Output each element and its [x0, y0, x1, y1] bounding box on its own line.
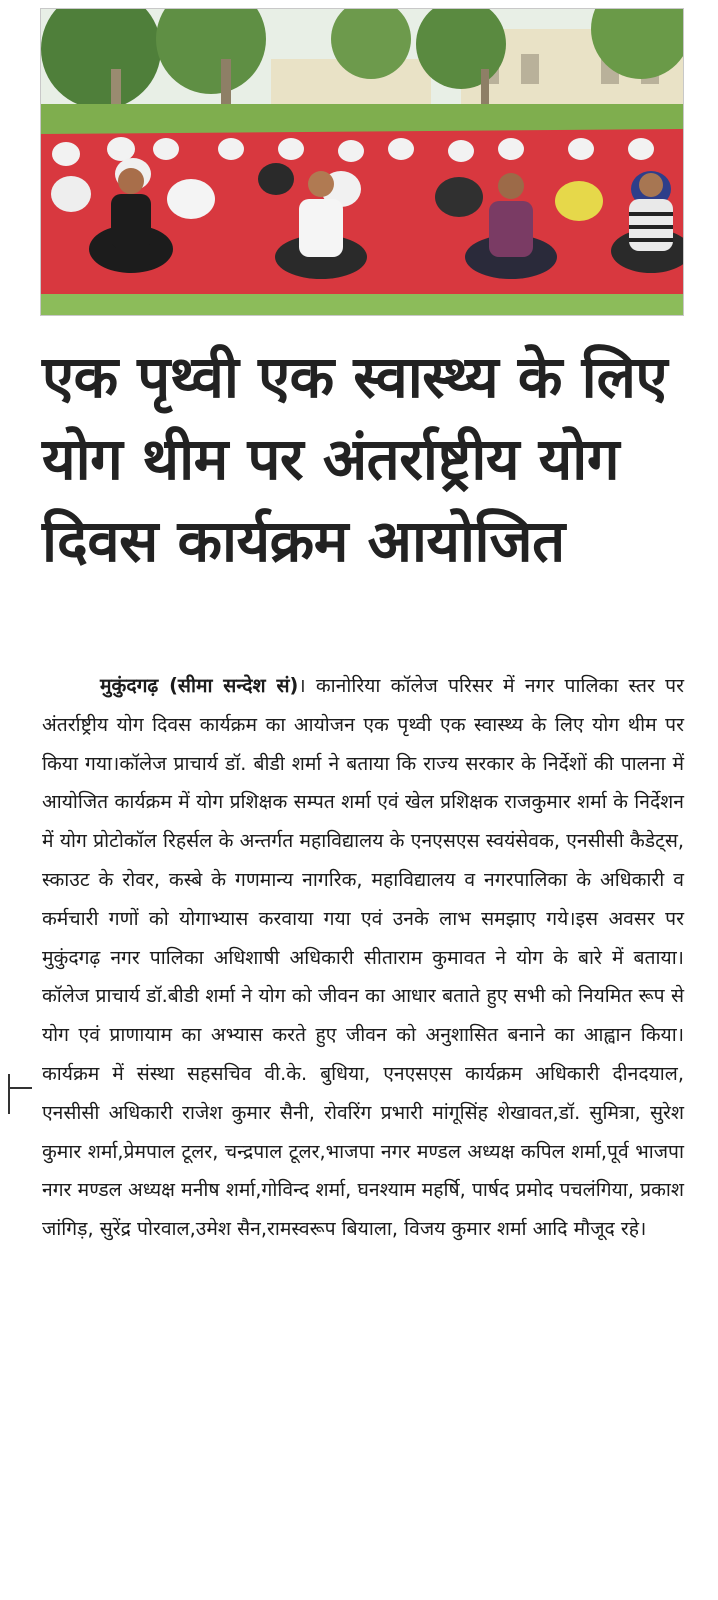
article-dateline: मुकुंदगढ़ (सीमा सन्देश सं)	[100, 674, 299, 697]
margin-mark-horizontal	[8, 1087, 32, 1089]
article-body	[42, 667, 684, 1249]
margin-mark	[8, 1074, 10, 1114]
article-headline: एक पृथ्वी एक स्वास्थ्य के लिए योग थीम पर अंतर्राष्ट्रीय योग दिवस कार्यक्रम आयोजित	[42, 343, 668, 575]
article-photo	[40, 8, 684, 316]
yoga-session-illustration	[41, 9, 683, 315]
article-body-text: । कानोरिया कॉलेज परिसर में नगर पालिका स्तर पर अंतर्राष्ट्रीय योग दिवस कार्यक्रम का आयोजन एक पृथ्वी एक स्वास्थ्य के लिए योग थीम पर किया गया।कॉलेज प्राचार्य डॉ. बीडी शर्मा ने बताया कि राज्य सरकार के निर्देशों की पालना में आयोजित कार्यक्रम में योग प्रशिक्षक सम्पत शर्मा एवं खेल प्रशिक्षक राजकुमार शर्मा के निर्देशन में योग प्रोटोकॉल रिहर्सल के अन्तर्गत महाविद्यालय के एनएसएस स्वयंसेवक, एनसीसी कैडेट्स, स्काउट के रोवर, कस्बे के गणमान्य नागरिक, महाविद्यालय व नगरपालिका के अधिकारी व कर्मचारी गणों को योगाभ्यास करवाया गया एवं उनके लाभ समझाए गये।इस अवसर पर मुकुंदगढ़ नगर पालिका अधिशाषी अधिकारी सीताराम कुमावत ने योग के बारे में बताया।कॉलेज प्राचार्य डॉ.बीडी शर्मा ने योग को जीवन का आधार बताते हुए सभी को नियमित रूप से योग एवं प्राणायाम का अभ्यास करते हुए जीवन को अनुशासित बनाने का आह्वान किया।कार्यक्रम में संस्था सहसचिव वी.के. बुधिया, एनएसएस कार्यक्रम अधिकारी दीनदयाल, एनसीसी अधिकारी राजेश कुमार सैनी, रोवरिंग प्रभारी मांगूसिंह शेखावत,डॉ. सुमित्रा, सुरेश कुमार शर्मा,प्रेमपाल टूलर, चन्द्रपाल टूलर,भाजपा नगर मण्डल अध्यक्ष कपिल शर्मा,पूर्व भाजपा नगर मण्डल अध्यक्ष मनीष शर्मा,गोविन्द शर्मा, घनश्याम महर्षि, पार्षद प्रमोद पचलंगिया, प्रकाश जांगिड़, सुरेंद्र पोरवाल,उमेश सैन,रामस्वरूप बियाला, विजय कुमार शर्मा आदि मौजूद रहे।	[42, 674, 685, 1241]
